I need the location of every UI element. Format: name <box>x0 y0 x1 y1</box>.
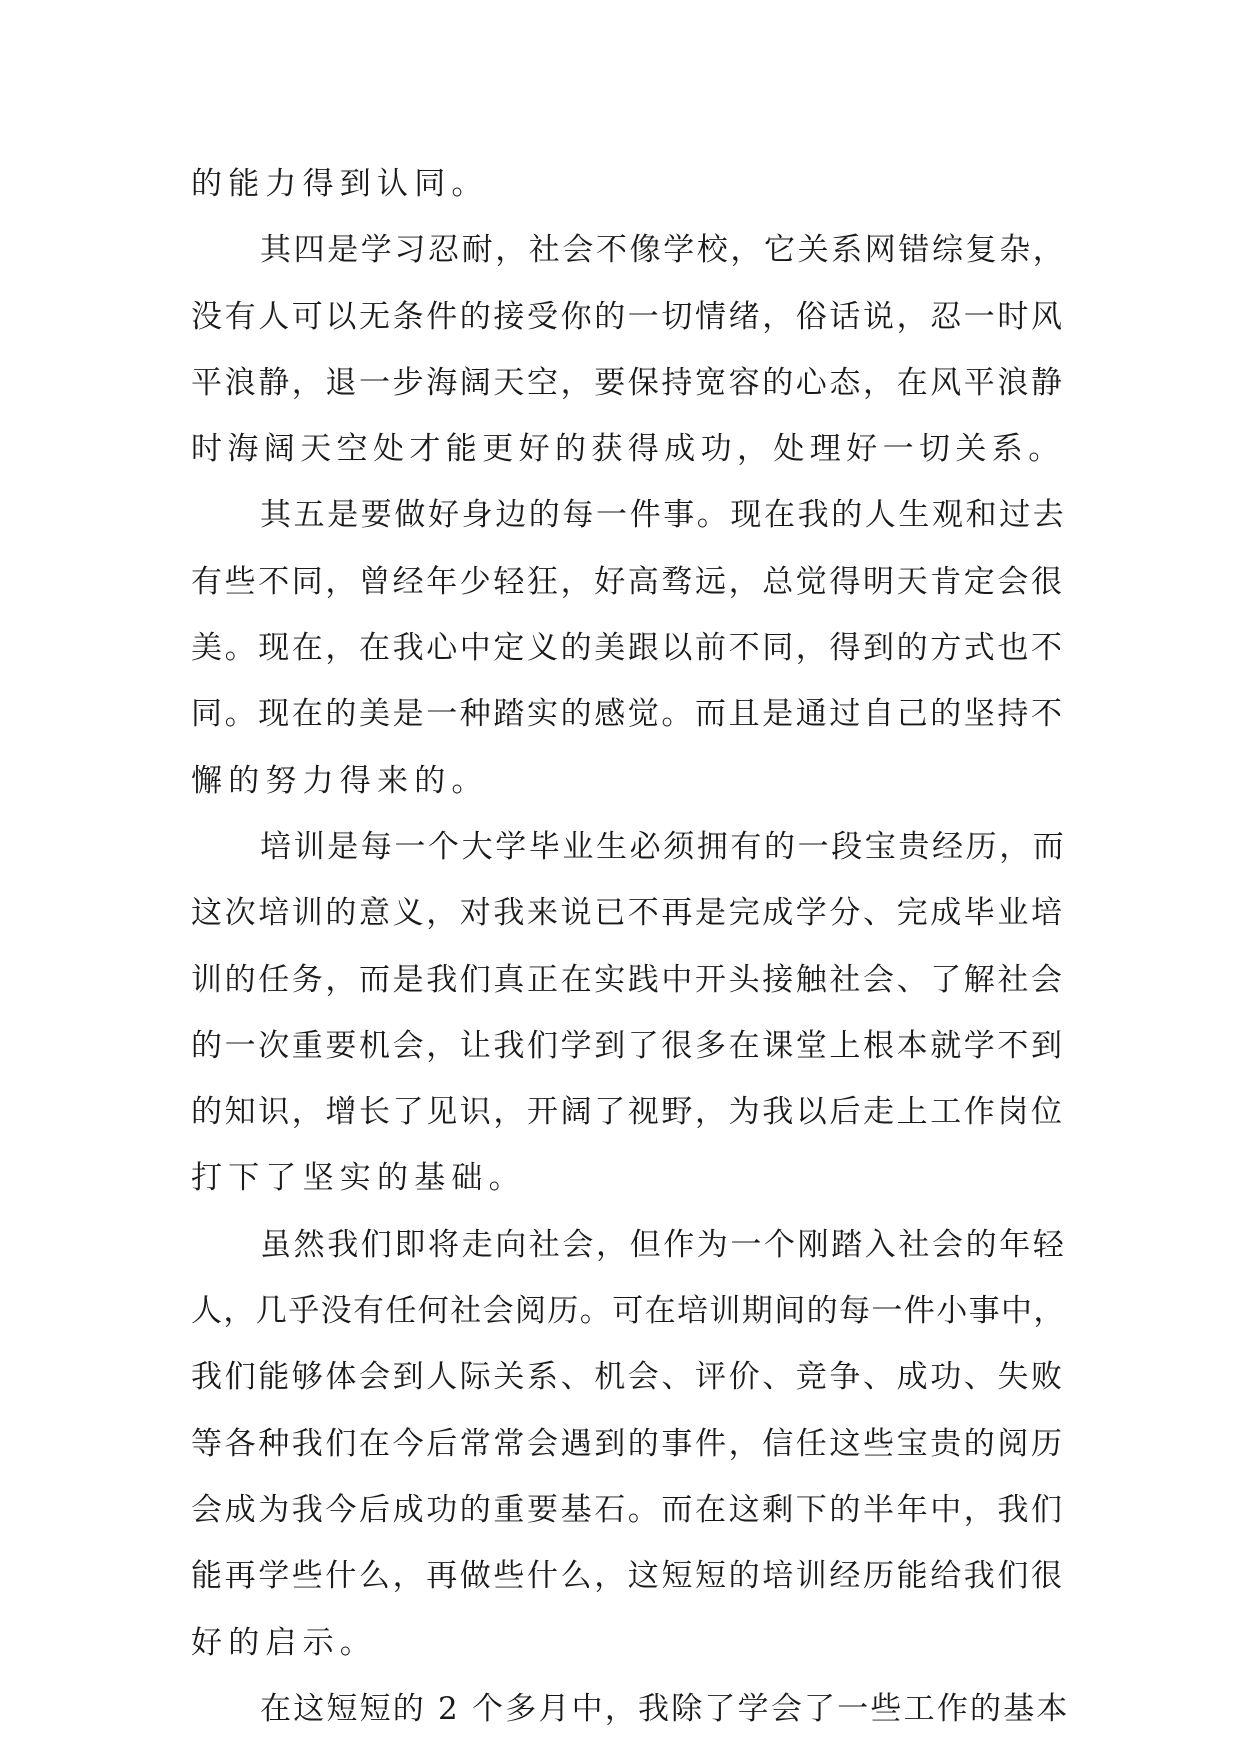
text-line: 的一次重要机会，让我们学到了很多在课堂上根本就学不到 <box>191 1027 1065 1064</box>
text-line: 我们能够体会到人际关系、机会、评价、竞争、成功、失败 <box>191 1359 1065 1396</box>
paragraph-first-line: 虽然我们即将走向社会，但作为一个刚踏入社会的年轻 <box>260 1226 1067 1263</box>
text-line: 有些不同，曾经年少轻狂，好高骛远，总觉得明天肯定会很 <box>191 563 1065 600</box>
text-line: 懈的努力得来的。 <box>191 762 489 799</box>
text-line: 能再学些什么，再做些什么，这短短的培训经历能给我们很 <box>191 1558 1065 1595</box>
paragraph-first-line: 其四是学习忍耐，社会不像学校，它关系网错综复杂， <box>260 232 1067 269</box>
paragraph-first-line: 其五是要做好身边的每一件事。现在我的人生观和过去 <box>260 497 1067 534</box>
paragraph-first-line: 培训是每一个大学毕业生必须拥有的一段宝贵经历，而 <box>260 828 1067 865</box>
text-line: 好的启示。 <box>191 1624 377 1661</box>
text-line: 训的任务，而是我们真正在实践中开头接触社会、了解社会 <box>191 961 1065 998</box>
text-line: 的知识，增长了见识，开阔了视野，为我以后走上工作岗位 <box>191 1094 1065 1131</box>
text-line: 会成为我今后成功的重要基石。而在这剩下的半年中，我们 <box>191 1491 1065 1528</box>
text-line: 同。现在的美是一种踏实的感觉。而且是通过自己的坚持不 <box>191 696 1065 733</box>
text-line: 这次培训的意义，对我来说已不再是完成学分、完成毕业培 <box>191 895 1065 932</box>
text-line: 人，几乎没有任何社会阅历。可在培训期间的每一件小事中， <box>191 1293 1066 1330</box>
text-line: 的能力得到认同。 <box>191 166 489 202</box>
text-line: 平浪静，退一步海阔天空，要保持宽容的心态，在风平浪静 <box>191 364 1065 401</box>
paragraph-first-line: 在这短短的 2 个多月中，我除了学会了一些工作的基本 <box>260 1690 1070 1727</box>
text-line: 打下了坚实的基础。 <box>191 1160 526 1197</box>
text-line: 时海阔天空处才能更好的获得成功，处理好一切关系。 <box>191 431 1065 468</box>
document-body <box>191 151 1071 1742</box>
text-line: 等各种我们在今后常常会遇到的事件，信任这些宝贵的阅历 <box>191 1425 1065 1462</box>
text-line: 美。现在，在我心中定义的美跟以前不同，得到的方式也不 <box>191 630 1065 667</box>
text-line: 没有人可以无条件的接受你的一切情绪，俗话说，忍一时风 <box>191 298 1065 335</box>
